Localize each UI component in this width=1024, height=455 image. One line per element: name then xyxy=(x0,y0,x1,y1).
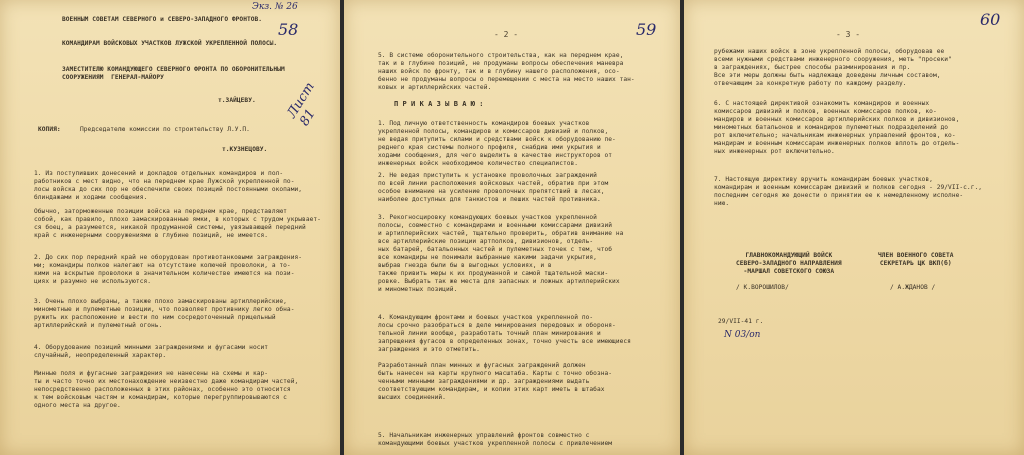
sheet-stamp: Лист 81 xyxy=(284,79,319,129)
order-3: 3. Рекогносцировку командующих боевых участков укрепленной полосы, совместно с командирами и военными комиссарами дивизий и артиллерийских частей, тщательно проверить, обратив внимание на все артиллерийские позиции артполков, дивизионов, отдель- ных батарей, батальонных частей и пулеметных точек с тем, чтоб все командиры не понимали выбранные какими задачи укрытия, выбрав гнезда были бы в выгодных условиях, и в также привить меры к их продуманной и самой тщательной маски- ровке. Выбрать так же места для запасных и ложных артиллерийских и минометных позиций. xyxy=(378,214,624,293)
order-2: 2. Не ведая приступить к установке проволочных заграждений по всей линии расположения войсковых частей, обратив при этом особое внимание на усиление проволочных препятствий в лесах, наиболее доступных для танкистов и пеших частей противника. xyxy=(378,172,609,203)
document-page-1 xyxy=(0,0,340,455)
page-header: - 2 - xyxy=(494,30,519,39)
copy-text: Председателю комиссии по строительству Л.У.П. xyxy=(80,126,250,133)
signatory-left-name: / К.ВОРОШИЛОВ/ xyxy=(736,284,789,291)
addressee-3-name: т.ЗАЙЦЕВУ. xyxy=(218,97,256,104)
paragraph-7: 7. Настоящую директиву вручить командирам боевых участков, командирам и военным комиссарам дивизий и полков сегодня - 29/VII-с.г., последним сегодня же донести о принятии ее к немедленному исполне- нию. xyxy=(714,176,983,207)
paragraph-1b: Обычно, заторможенные позиции войска на переднем крае, представляют собой, как правило, плохо замаскированные ямки, в которых с трудом укрывает- ся боец, а разумеется, никакой продуманной системы, увязывающей передний край с инженерными сооружениями в глубине позиций, не имеется. xyxy=(34,208,321,239)
signatory-right-name: / А.ЖДАНОВ / xyxy=(890,284,936,291)
order-heading: П Р И К А З Ы В А Ю : xyxy=(394,100,484,108)
document-number: N 03/оп xyxy=(724,330,761,340)
archive-mark: Экз. № 26 xyxy=(252,2,298,12)
addressee-1: ВОЕННЫМ СОВЕТАМ СЕВЕРНОГО и СЕВЕРО-ЗАПАДНОГО ФРОНТОВ. xyxy=(62,16,263,23)
paragraph-3: 3. Очень плохо выбраны, а также плохо замаскированы артиллерийские, минометные и пулеметные позиции, что позволяет противнику легко обна- ружить их расположение и вести по ним сосредоточенный прицельный артиллерийский и пулеметный огонь. xyxy=(34,298,295,329)
document-page-2 xyxy=(344,0,680,455)
folio-number: 60 xyxy=(980,10,1001,29)
paragraph-6: 6. С настоящей директивой ознакомить командиров и военных комиссаров дивизий и полков, военных комиссаров полков, ко- мандиров и военных комиссаров артиллерийских полков и дивизионов, минометных батальонов и командиров пулеметных подразделений до рот включительно; начальникам инженерных управлений фронтов, ко- мандирам и военным комиссарам инженерных полков вплоть до отдель- ных инженерных рот включительно. xyxy=(714,100,960,155)
copy-label: КОПИЯ: xyxy=(38,126,61,133)
order-1: 1. Под личную ответственность командиров боевых участков укрепленной полосы, командиров и комиссаров дивизий и полков, не ведая притупить силами и средствами войск к оборудованию пе- реднего края системы полного профиля, снабдив ими укрытия и ходами сообщения, для чего выделить в качестве инструкторов от инженерных войск необходимое количество специалистов. xyxy=(378,120,616,167)
signatory-right-title: ЧЛЕН ВОЕННОГО СОВЕТА СЕКРЕТАРЬ ЦК ВКП(б) xyxy=(878,252,954,267)
folio-number: 58 xyxy=(278,20,299,39)
order-4b: Разработанный план минных и фугасных заграждений должен быть нанесен на карты крупного масштаба. Карты с точно обозна- ченными минными заграждениями и др. заграждениями выдать соответствующим командирам, и копии этих карт иметь в штабах высших соединений. xyxy=(378,362,613,401)
document-page-3 xyxy=(684,0,1024,455)
order-4: 4. Командующим фронтами и боевых участков укрепленной по- лосы срочно разобраться в деле минирования передовых и обороня- тельной линии вообще, разработать точный план минирования и запрещения фугасов в определенных зонах, точно учесть все имеющиеся заграждения и это отметить. xyxy=(378,314,631,353)
paragraph-4: 4. Оборудование позиций минными заграждениями и фугасами носит случайный, неопределенный характер. xyxy=(34,344,269,359)
paragraph-4b: Минные поля и фугасные заграждения не нанесены на схемы и кар- ты и часто точно их местонахождение неизвестно даже командирам частей, непосредственно расположенных в этих районах, особенно это относится к тем войсковым частям и командирам, которые перегруппировываются с одного места на другое. xyxy=(34,370,299,409)
paragraph-1: 1. Из поступивших донесений и докладов отдельных командиров и пол- работников с мест видно, что на переднем крае Лужской укрепленной по- лосы войска до сих пор не обеспечили своих позиций постоянными окопами, блиндажами и ходами сообщения. xyxy=(34,170,303,201)
addressee-2: КОМАНДИРАМ ВОЙСКОВЫХ УЧАСТКОВ ЛУЖСКОЙ УКРЕПЛЕННОЙ ПОЛОСЫ. xyxy=(62,40,278,47)
addressee-3: ЗАМЕСТИТЕЛЮ КОМАНДУЮЩЕГО СЕВЕРНОГО ФРОНТА ПО ОБОРОНИТЕЛЬНЫМ СООРУЖЕНИЯМ ГЕНЕРАЛ-МАЙОРУ xyxy=(62,66,285,81)
paragraph-2: 2. До сих пор передний край не оборудован противотанковыми заграждения- ми; командиры полков налегают на отсутствие колючей проволоки, а то- кими на вскрытые проволоки в значительном количестве имеются на пози- циях и разумно не используются. xyxy=(34,254,303,285)
signatory-left-title: ГЛАВНОКОМАНДУЮЩИЙ ВОЙСК СЕВЕРО-ЗАПАДНОГО НАПРАВЛЕНИЯ -МАРШАЛ СОВЕТСКОГО СОЮЗА xyxy=(736,252,842,275)
folio-number: 59 xyxy=(636,20,657,39)
document-date: 29/VII-41 г. xyxy=(718,318,764,325)
paragraph-top: рубежами наших войск в зоне укрепленной полосы, оборудовав ее всеми нужными средствами инженерного сооружения, меть "просеки" в заграждениях, быстрее способы разминирования и пр. Все эти меры должны быть надлежаще доведены личным составом, отвечающим за конкретную работу по каждому разделу. xyxy=(714,48,952,87)
copy-name: т.КУЗНЕЦОВУ. xyxy=(222,146,268,153)
order-5: 5. Начальникам инженерных управлений фронтов совместно с командующими боевых участков укрепленной полосы с привлечением xyxy=(378,432,613,447)
paragraph-5: 5. В системе оборонительного строительства, как на переднем крае, так и в глубине позиций, не продуманы вопросы обеспечения маневра наших войск по фронту, так и в глубину нашего расположения, осо- бенно не продуманы вопросы о перемещении с места на место наших тан- ковых и артиллерийских частей. xyxy=(378,52,635,91)
page-header: - 3 - xyxy=(836,30,861,39)
